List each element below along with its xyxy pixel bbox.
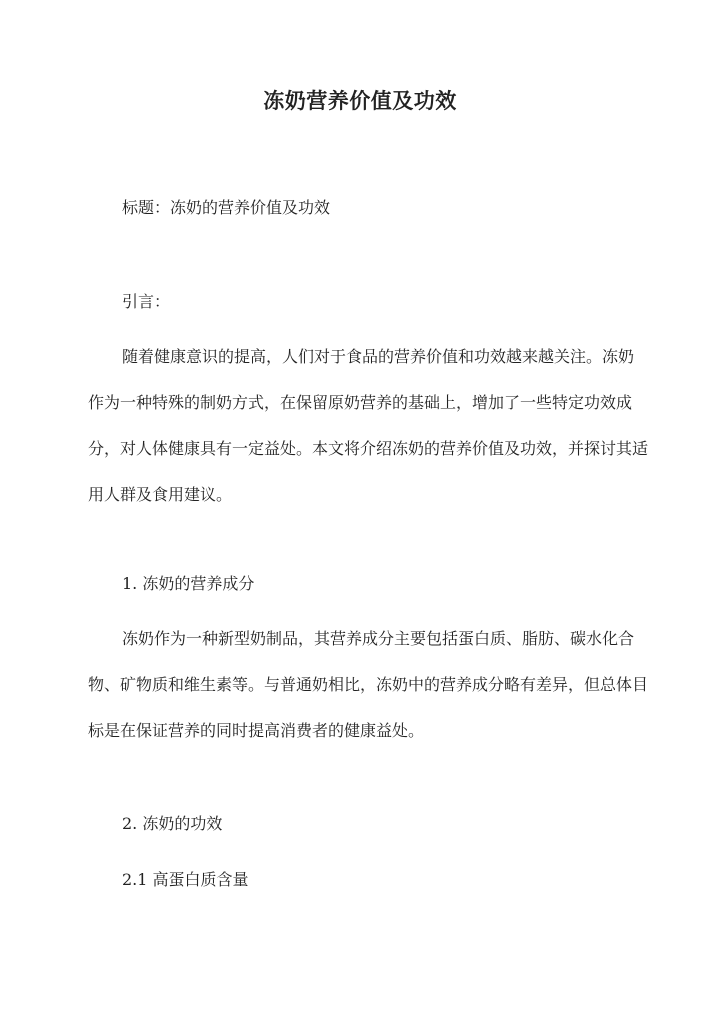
document-title: 冻奶营养价值及功效	[263, 88, 457, 113]
subtitle-line: 标题：冻奶的营养价值及功效	[122, 198, 331, 217]
intro-paragraph: 随着健康意识的提高，人们对于食品的营养价值和功效越来越关注。冻奶作为一种特殊的制奶方式，在保留原奶营养的基础上，增加了一些特定功效成分，对人体健康具有一定益处。本文将介绍冻奶的营养价值及功效，并探讨其适用人群及食用建议。	[88, 347, 649, 504]
section-1-paragraph: 冻奶作为一种新型奶制品，其营养成分主要包括蛋白质、脂肪、碳水化合物、矿物质和维生素等。与普通奶相比，冻奶中的营养成分略有差异，但总体目标是在保证营养的同时提高消费者的健康益处。	[88, 629, 649, 740]
section-1-heading: 1. 冻奶的营养成分	[122, 574, 255, 593]
section-2-heading: 2. 冻奶的功效	[122, 814, 223, 833]
section-2-1-heading: 2.1 高蛋白质含量	[122, 870, 249, 889]
intro-heading: 引言：	[122, 292, 171, 311]
